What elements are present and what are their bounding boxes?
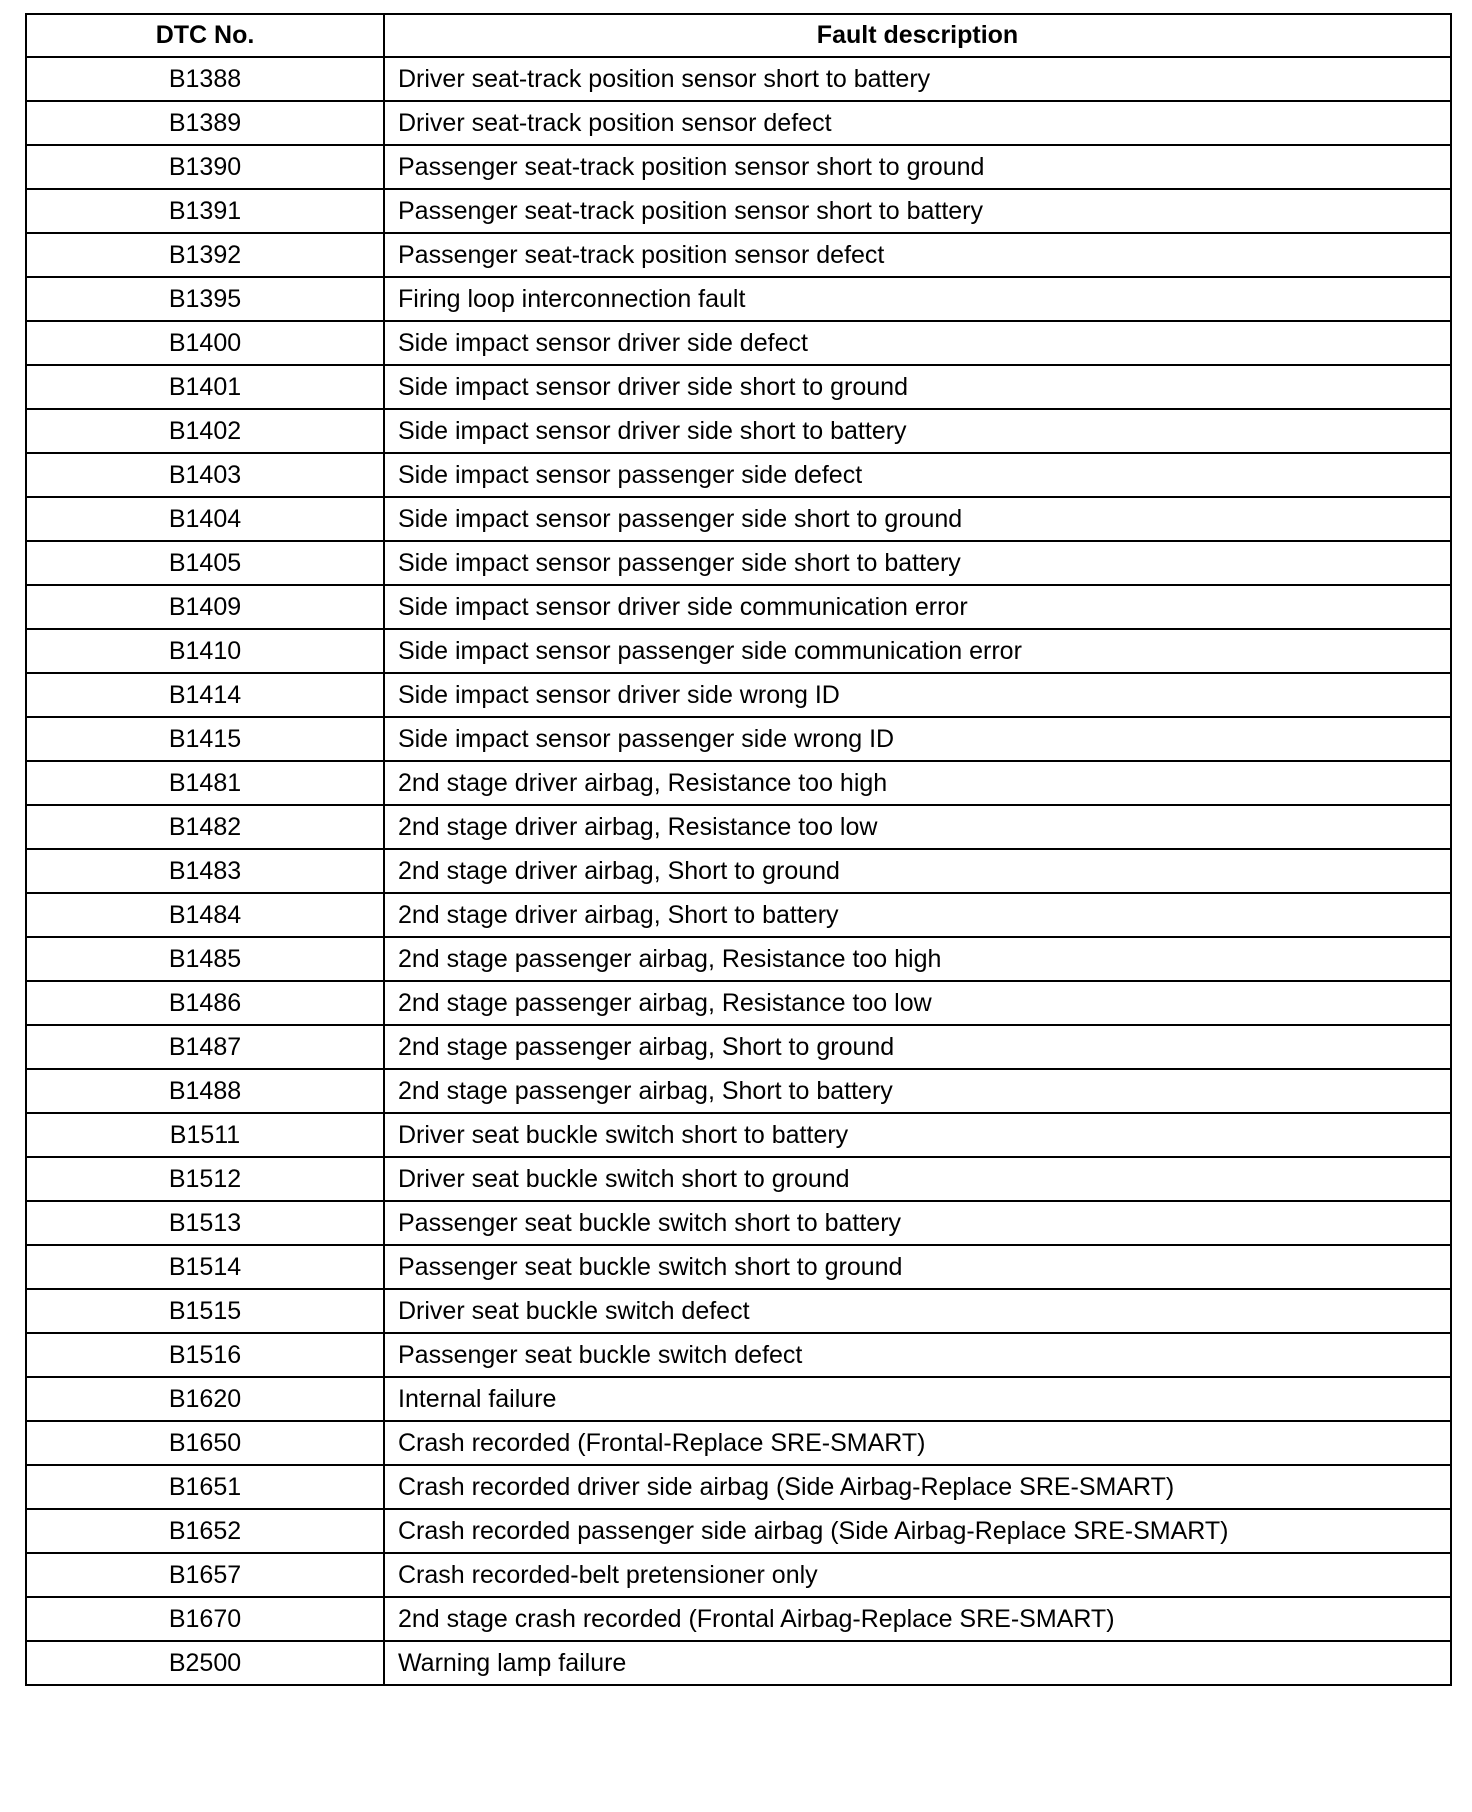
dtc-code-cell: B1512	[26, 1157, 384, 1201]
fault-description-cell: Side impact sensor passenger side communication error	[384, 629, 1451, 673]
header-row	[26, 14, 1451, 57]
fault-description-cell: Side impact sensor passenger side wrong ID	[384, 717, 1451, 761]
dtc-code-cell: B1403	[26, 453, 384, 497]
dtc-code-cell: B1409	[26, 585, 384, 629]
dtc-code-cell: B1483	[26, 849, 384, 893]
fault-description-cell: Driver seat buckle switch short to ground	[384, 1157, 1451, 1201]
fault-description-cell: 2nd stage driver airbag, Short to ground	[384, 849, 1451, 893]
dtc-code-cell: B1511	[26, 1113, 384, 1157]
fault-description-cell: 2nd stage driver airbag, Resistance too high	[384, 761, 1451, 805]
table-row	[26, 717, 1451, 761]
fault-description-cell: 2nd stage crash recorded (Frontal Airbag-Replace SRE-SMART)	[384, 1597, 1451, 1641]
dtc-code-cell: B1515	[26, 1289, 384, 1333]
fault-description-cell: Crash recorded (Frontal-Replace SRE-SMART)	[384, 1421, 1451, 1465]
dtc-code-cell: B1651	[26, 1465, 384, 1509]
fault-description-cell: Firing loop interconnection fault	[384, 277, 1451, 321]
dtc-code-cell: B1391	[26, 189, 384, 233]
fault-description-cell: Side impact sensor driver side communication error	[384, 585, 1451, 629]
dtc-code-cell: B1484	[26, 893, 384, 937]
fault-description-cell: 2nd stage passenger airbag, Short to ground	[384, 1025, 1451, 1069]
fault-description-cell: Passenger seat buckle switch short to battery	[384, 1201, 1451, 1245]
table-row	[26, 409, 1451, 453]
fault-description-cell: Passenger seat-track position sensor short to ground	[384, 145, 1451, 189]
fault-description-cell: Side impact sensor passenger side short to ground	[384, 497, 1451, 541]
dtc-code-cell: B1395	[26, 277, 384, 321]
dtc-code-cell: B1513	[26, 1201, 384, 1245]
table-row	[26, 365, 1451, 409]
table-row	[26, 761, 1451, 805]
table-row	[26, 1245, 1451, 1289]
fault-description-cell: Passenger seat-track position sensor defect	[384, 233, 1451, 277]
dtc-code-cell: B1650	[26, 1421, 384, 1465]
table-row	[26, 1641, 1451, 1685]
fault-description-cell: Side impact sensor passenger side short to battery	[384, 541, 1451, 585]
fault-description-cell: 2nd stage passenger airbag, Resistance too low	[384, 981, 1451, 1025]
dtc-code-cell: B1516	[26, 1333, 384, 1377]
table-row	[26, 937, 1451, 981]
dtc-code-cell: B1415	[26, 717, 384, 761]
fault-description-cell: Internal failure	[384, 1377, 1451, 1421]
fault-description-cell: Side impact sensor driver side short to ground	[384, 365, 1451, 409]
fault-description-cell: Passenger seat buckle switch short to ground	[384, 1245, 1451, 1289]
dtc-code-cell: B1487	[26, 1025, 384, 1069]
dtc-code-cell: B1390	[26, 145, 384, 189]
table-row	[26, 673, 1451, 717]
table-row	[26, 321, 1451, 365]
dtc-code-cell: B1652	[26, 1509, 384, 1553]
table-row	[26, 849, 1451, 893]
fault-description-cell: Driver seat buckle switch short to battery	[384, 1113, 1451, 1157]
table-row	[26, 57, 1451, 101]
dtc-code-cell: B1400	[26, 321, 384, 365]
dtc-code-cell: B1402	[26, 409, 384, 453]
table-row	[26, 1421, 1451, 1465]
fault-description-cell: Side impact sensor driver side short to battery	[384, 409, 1451, 453]
table-row	[26, 101, 1451, 145]
dtc-code-cell: B1657	[26, 1553, 384, 1597]
table-row	[26, 1333, 1451, 1377]
table-row	[26, 1465, 1451, 1509]
fault-description-cell: Driver seat-track position sensor short to battery	[384, 57, 1451, 101]
fault-description-cell: 2nd stage driver airbag, Short to battery	[384, 893, 1451, 937]
table-row	[26, 189, 1451, 233]
table-row	[26, 1025, 1451, 1069]
fault-description-cell: Crash recorded driver side airbag (Side Airbag-Replace SRE-SMART)	[384, 1465, 1451, 1509]
dtc-code-cell: B1401	[26, 365, 384, 409]
fault-description-cell: Side impact sensor driver side wrong ID	[384, 673, 1451, 717]
dtc-code-cell: B1485	[26, 937, 384, 981]
dtc-code-cell: B1514	[26, 1245, 384, 1289]
fault-description-cell: Passenger seat buckle switch defect	[384, 1333, 1451, 1377]
table-row	[26, 1157, 1451, 1201]
dtc-code-cell: B1414	[26, 673, 384, 717]
dtc-code-cell: B1388	[26, 57, 384, 101]
table-row	[26, 233, 1451, 277]
dtc-code-cell: B1482	[26, 805, 384, 849]
dtc-table	[25, 13, 1452, 1686]
fault-description-cell: Crash recorded-belt pretensioner only	[384, 1553, 1451, 1597]
table-row	[26, 145, 1451, 189]
dtc-code-cell: B2500	[26, 1641, 384, 1685]
table-row	[26, 893, 1451, 937]
dtc-code-cell: B1389	[26, 101, 384, 145]
dtc-code-cell: B1404	[26, 497, 384, 541]
table-row	[26, 1509, 1451, 1553]
dtc-code-cell: B1488	[26, 1069, 384, 1113]
fault-description-cell: 2nd stage passenger airbag, Resistance too high	[384, 937, 1451, 981]
table-row	[26, 1289, 1451, 1333]
dtc-code-cell: B1620	[26, 1377, 384, 1421]
table-row	[26, 277, 1451, 321]
table-row	[26, 629, 1451, 673]
dtc-code-cell: B1392	[26, 233, 384, 277]
header-dtc-no: DTC No.	[26, 14, 384, 57]
fault-description-cell: Driver seat-track position sensor defect	[384, 101, 1451, 145]
table-row	[26, 541, 1451, 585]
table-row	[26, 1113, 1451, 1157]
dtc-code-cell: B1405	[26, 541, 384, 585]
dtc-code-cell: B1481	[26, 761, 384, 805]
table-body	[26, 57, 1451, 1685]
table-row	[26, 1377, 1451, 1421]
table-row	[26, 981, 1451, 1025]
fault-description-cell: Driver seat buckle switch defect	[384, 1289, 1451, 1333]
fault-description-cell: Passenger seat-track position sensor short to battery	[384, 189, 1451, 233]
table-row	[26, 805, 1451, 849]
table-row	[26, 1597, 1451, 1641]
fault-description-cell: Warning lamp failure	[384, 1641, 1451, 1685]
fault-description-cell: Side impact sensor driver side defect	[384, 321, 1451, 365]
table-row	[26, 1069, 1451, 1113]
dtc-code-cell: B1410	[26, 629, 384, 673]
table-row	[26, 497, 1451, 541]
table-row	[26, 453, 1451, 497]
dtc-code-cell: B1486	[26, 981, 384, 1025]
table-row	[26, 585, 1451, 629]
dtc-code-cell: B1670	[26, 1597, 384, 1641]
table-row	[26, 1553, 1451, 1597]
fault-description-cell: 2nd stage passenger airbag, Short to battery	[384, 1069, 1451, 1113]
fault-description-cell: Side impact sensor passenger side defect	[384, 453, 1451, 497]
table-row	[26, 1201, 1451, 1245]
header-fault-description: Fault description	[384, 14, 1451, 57]
fault-description-cell: 2nd stage driver airbag, Resistance too low	[384, 805, 1451, 849]
fault-description-cell: Crash recorded passenger side airbag (Side Airbag-Replace SRE-SMART)	[384, 1509, 1451, 1553]
